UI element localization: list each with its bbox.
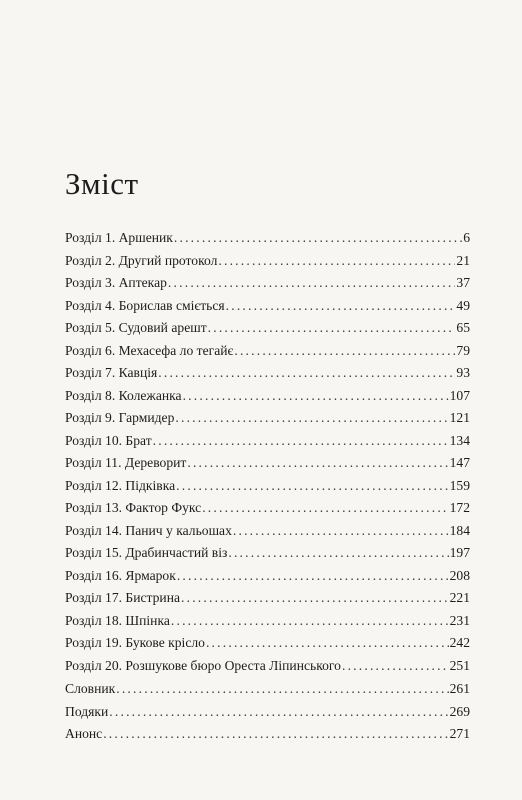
toc-entry-label: Розділ 20. Розшукове бюро Ореста Ліпинського [65,657,341,673]
toc-entry-label: Розділ 7. Кавція [65,365,158,380]
toc-entry-page: 93 [456,365,470,380]
toc-entry-label: Розділ 11. Дереворит [65,455,187,470]
toc-leader-dots [109,704,448,720]
toc-entry-label: Розділ 9. Гармидер [65,410,175,425]
toc-entry-page: 37 [456,275,470,290]
toc-leader-dots [171,613,449,629]
toc-entry-label: Подяки [65,703,109,719]
toc-entry-page: 184 [449,522,470,538]
toc-entry-chapter-15 [65,545,470,568]
toc-leader-dots [153,433,449,449]
toc-leader-dots [206,635,449,651]
toc-leader-dots [234,343,455,359]
toc-entry-page: 197 [449,545,470,560]
toc-entry-chapter-19 [65,635,470,658]
toc-entry-page: 121 [449,410,470,425]
page-title: Зміст [65,166,139,201]
toc-entry-chapter-4 [65,298,470,321]
toc-leader-dots [158,365,455,381]
toc-entry-chapter-1 [65,230,470,253]
toc-entry-page: 271 [449,726,470,741]
toc-entry-page: 147 [449,455,470,470]
toc-entry-label: Розділ 17. Бистрина [65,590,181,605]
toc-entry-page: 65 [456,320,470,335]
toc-chapters-list [65,230,470,680]
toc-entry-chapter-3 [65,275,470,298]
toc-entry-page: 261 [449,681,470,696]
toc-entry-chapter-20 [65,658,470,681]
toc-entry-chapter-7 [65,365,470,388]
toc-entry-label: Розділ 19. Букове крісло [65,635,205,650]
toc-leader-dots [175,410,448,426]
toc-leader-dots [228,545,448,561]
toc-entry-label: Розділ 2. Другий протокол [65,252,218,268]
toc-leader-dots [233,523,449,539]
toc-entry-chapter-16 [65,568,470,591]
toc-leader-dots [226,298,456,314]
toc-leader-dots [103,726,448,742]
toc-entry-chapter-12 [65,478,470,501]
toc-appendix-list [65,681,470,749]
toc-entry-chapter-5 [65,320,470,343]
toc-entry-label: Розділ 3. Аптекар [65,275,167,290]
toc-entry-chapter-2 [65,253,470,276]
toc-entry-page: 269 [449,703,470,719]
toc-entry-page: 134 [449,432,470,448]
toc-entry-label: Розділ 6. Мехасефа ло тегайє [65,342,234,358]
toc-entry-chapter-11 [65,455,470,478]
toc-entry-label: Розділ 5. Судовий арешт [65,320,207,335]
toc-entry-chapter-6 [65,343,470,366]
toc-leader-dots [202,500,448,516]
toc-entry-chapter-18 [65,613,470,636]
toc-entry-chapter-17 [65,590,470,613]
toc-entry-page: 172 [449,500,470,515]
toc-entry-label: Розділ 1. Аршеник [65,230,173,245]
toc-leader-dots [116,681,448,697]
toc-leader-dots [174,230,462,246]
toc-leader-dots [176,478,448,494]
toc-entry-chapter-9 [65,410,470,433]
toc-entry-acknowledgements [65,704,470,727]
toc-entry-label: Розділ 13. Фактор Фукс [65,500,202,515]
toc-entry-page: 49 [456,297,470,313]
toc-entry-page: 242 [449,635,470,650]
toc-leader-dots [342,658,449,674]
toc-entry-page: 79 [456,342,470,358]
toc-entry-glossary [65,681,470,704]
toc-entry-page: 6 [463,230,470,245]
toc-entry-label: Розділ 4. Борислав сміється [65,297,225,313]
toc-leader-dots [181,590,449,606]
toc-entry-page: 107 [449,387,470,403]
toc-entry-page: 159 [449,477,470,493]
toc-leader-dots [218,253,455,269]
toc-entry-label: Анонс [65,726,103,741]
toc-entry-label: Словник [65,681,116,696]
toc-leader-dots [177,568,449,584]
toc-entry-chapter-8 [65,388,470,411]
toc-entry-label: Розділ 18. Шпінка [65,612,170,628]
toc-entry-label: Розділ 12. Підківка [65,477,176,493]
toc-entry-label: Розділ 15. Драбинчастий віз [65,545,228,560]
toc-entry-page: 221 [449,590,470,605]
toc-leader-dots [168,275,455,291]
toc-leader-dots [183,388,449,404]
toc-leader-dots [208,320,456,336]
toc-entry-chapter-14 [65,523,470,546]
toc-entry-page: 231 [449,612,470,628]
toc-entry-page: 251 [449,657,470,673]
toc-leader-dots [187,455,448,471]
toc-entry-label: Розділ 16. Ярмарок [65,567,176,583]
toc-entry-page: 208 [449,567,470,583]
toc-entry-page: 21 [456,252,470,268]
toc-entry-label: Розділ 14. Панич у кальошах [65,522,232,538]
toc-entry-chapter-13 [65,500,470,523]
toc-entry-label: Розділ 10. Брат [65,432,152,448]
toc-entry-label: Розділ 8. Колежанка [65,387,182,403]
toc-entry-chapter-10 [65,433,470,456]
toc-entry-announcement [65,726,470,749]
